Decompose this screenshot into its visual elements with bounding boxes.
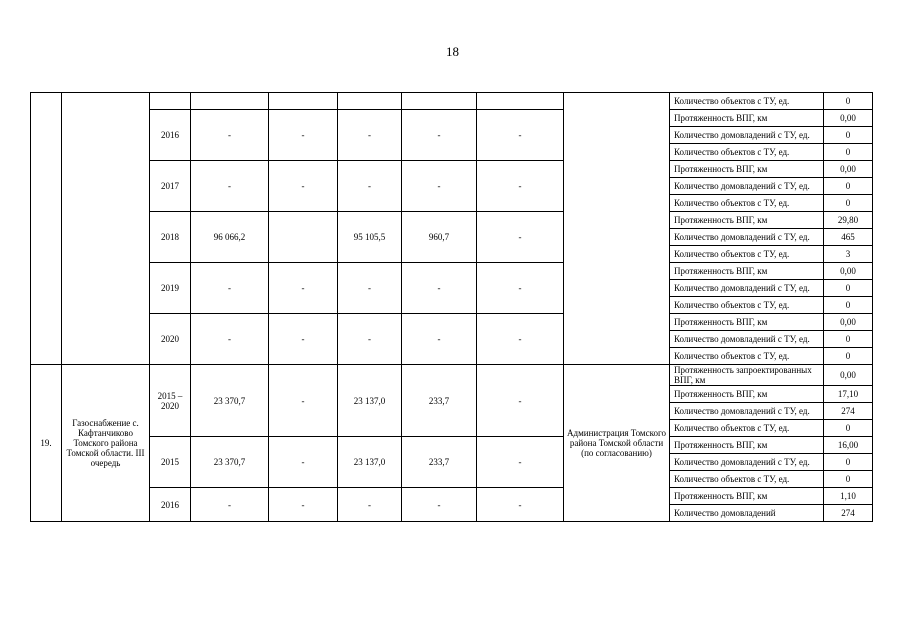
- cell-other: -: [477, 365, 564, 437]
- cell-regional: -: [338, 314, 402, 365]
- indicator-label: Протяженность ВПГ, км: [670, 212, 824, 229]
- cell-federal: -: [269, 314, 338, 365]
- table-row: [31, 365, 873, 386]
- indicator-label: Количество объектов с ТУ, ед.: [670, 144, 824, 161]
- indicator-value: 0,00: [824, 110, 873, 127]
- cell-local: -: [402, 488, 477, 522]
- cell-federal: -: [269, 488, 338, 522]
- cell-federal: [269, 212, 338, 263]
- cell-local: 960,7: [402, 212, 477, 263]
- cell-year: [150, 93, 191, 110]
- cell-local: 233,7: [402, 365, 477, 437]
- indicator-value: 3: [824, 246, 873, 263]
- indicator-value: 0: [824, 178, 873, 195]
- cell-other: -: [477, 110, 564, 161]
- cell-regional: 95 105,5: [338, 212, 402, 263]
- cell-year: 2016: [150, 110, 191, 161]
- indicator-value: 0: [824, 331, 873, 348]
- indicator-value: 0: [824, 144, 873, 161]
- cell-local: -: [402, 263, 477, 314]
- indicator-label: Количество домовладений: [670, 505, 824, 522]
- cell-other: -: [477, 488, 564, 522]
- indicator-label: Протяженность ВПГ, км: [670, 110, 824, 127]
- indicator-label: Количество объектов с ТУ, ед.: [670, 297, 824, 314]
- indicator-value: 0: [824, 93, 873, 110]
- cell-federal: -: [269, 263, 338, 314]
- indicator-value: 0: [824, 348, 873, 365]
- cell-number: 19.: [31, 365, 62, 522]
- cell-federal: -: [269, 437, 338, 488]
- cell-year: 2016: [150, 488, 191, 522]
- indicator-value: 29,80: [824, 212, 873, 229]
- cell-federal: -: [269, 365, 338, 437]
- table-row: [31, 212, 873, 229]
- cell-event-name: Газоснабжение с. Кафтанчиково Томского района Томской области. III очередь: [62, 365, 150, 522]
- table-row: [31, 110, 873, 127]
- indicator-value: 0,00: [824, 161, 873, 178]
- indicator-value: 0: [824, 471, 873, 488]
- indicator-label: Протяженность ВПГ, км: [670, 437, 824, 454]
- cell-regional: -: [338, 488, 402, 522]
- indicator-value: 0,00: [824, 365, 873, 386]
- indicator-label: Протяженность запроектированных ВПГ, км: [670, 365, 824, 386]
- cell-year: 2015: [150, 437, 191, 488]
- table-row: [31, 263, 873, 280]
- indicator-label: Количество домовладений с ТУ, ед.: [670, 127, 824, 144]
- cell-year: 2019: [150, 263, 191, 314]
- indicator-value: 17,10: [824, 386, 873, 403]
- indicator-value: 0: [824, 195, 873, 212]
- cell-regional: -: [338, 263, 402, 314]
- indicator-label: Количество объектов с ТУ, ед.: [670, 471, 824, 488]
- cell-regional: 23 137,0: [338, 437, 402, 488]
- indicator-label: Количество домовладений с ТУ, ед.: [670, 331, 824, 348]
- indicator-label: Количество объектов с ТУ, ед.: [670, 348, 824, 365]
- page-number: 18: [446, 44, 459, 59]
- cell-total: -: [191, 263, 269, 314]
- cell-local: 233,7: [402, 437, 477, 488]
- cell-regional: -: [338, 110, 402, 161]
- indicator-label: Протяженность ВПГ, км: [670, 161, 824, 178]
- indicator-value: 274: [824, 403, 873, 420]
- indicator-value: 465: [824, 229, 873, 246]
- indicator-label: Количество домовладений с ТУ, ед.: [670, 454, 824, 471]
- indicator-value: 0: [824, 420, 873, 437]
- cell-total: -: [191, 314, 269, 365]
- cell-total: -: [191, 488, 269, 522]
- cell-year: 2017: [150, 161, 191, 212]
- indicator-label: Количество домовладений с ТУ, ед.: [670, 229, 824, 246]
- indicator-label: Протяженность ВПГ, км: [670, 488, 824, 505]
- cell-event-name: [62, 93, 150, 365]
- program-table: [30, 92, 873, 522]
- cell-other: -: [477, 263, 564, 314]
- cell-local: -: [402, 161, 477, 212]
- cell-federal: -: [269, 161, 338, 212]
- indicator-label: Количество домовладений с ТУ, ед.: [670, 403, 824, 420]
- cell-other: -: [477, 212, 564, 263]
- indicator-label: Количество объектов с ТУ, ед.: [670, 93, 824, 110]
- cell-local: -: [402, 314, 477, 365]
- table-row: [31, 161, 873, 178]
- indicator-label: Количество домовладений с ТУ, ед.: [670, 178, 824, 195]
- cell-other: -: [477, 437, 564, 488]
- indicator-label: Количество домовладений с ТУ, ед.: [670, 280, 824, 297]
- cell-local: -: [402, 110, 477, 161]
- cell-other: [477, 93, 564, 110]
- table-row: [31, 314, 873, 331]
- indicator-value: 0,00: [824, 263, 873, 280]
- indicator-label: Протяженность ВПГ, км: [670, 263, 824, 280]
- table-row: [31, 488, 873, 505]
- indicator-value: 0: [824, 297, 873, 314]
- indicator-value: 16,00: [824, 437, 873, 454]
- indicator-value: 0,00: [824, 314, 873, 331]
- cell-year: 2015 – 2020: [150, 365, 191, 437]
- indicator-value: 1,10: [824, 488, 873, 505]
- indicator-label: Протяженность ВПГ, км: [670, 386, 824, 403]
- cell-other: -: [477, 161, 564, 212]
- cell-total: -: [191, 161, 269, 212]
- cell-executor: Администрация Томского района Томской области (по согласованию): [564, 365, 670, 522]
- cell-regional: -: [338, 161, 402, 212]
- cell-total: [191, 93, 269, 110]
- cell-year: 2018: [150, 212, 191, 263]
- cell-year: 2020: [150, 314, 191, 365]
- indicator-label: Протяженность ВПГ, км: [670, 314, 824, 331]
- cell-executor: [564, 93, 670, 365]
- indicator-value: 274: [824, 505, 873, 522]
- table-row: [31, 437, 873, 454]
- cell-total: -: [191, 110, 269, 161]
- cell-total: 23 370,7: [191, 437, 269, 488]
- cell-number: [31, 93, 62, 365]
- cell-total: 96 066,2: [191, 212, 269, 263]
- cell-federal: [269, 93, 338, 110]
- indicator-label: Количество объектов с ТУ, ед.: [670, 246, 824, 263]
- cell-federal: -: [269, 110, 338, 161]
- cell-total: 23 370,7: [191, 365, 269, 437]
- indicator-value: 0: [824, 127, 873, 144]
- indicator-label: Количество объектов с ТУ, ед.: [670, 420, 824, 437]
- indicator-value: 0: [824, 280, 873, 297]
- cell-regional: [338, 93, 402, 110]
- indicator-label: Количество объектов с ТУ, ед.: [670, 195, 824, 212]
- cell-regional: 23 137,0: [338, 365, 402, 437]
- indicator-value: 0: [824, 454, 873, 471]
- table-row: [31, 93, 873, 110]
- cell-local: [402, 93, 477, 110]
- cell-other: -: [477, 314, 564, 365]
